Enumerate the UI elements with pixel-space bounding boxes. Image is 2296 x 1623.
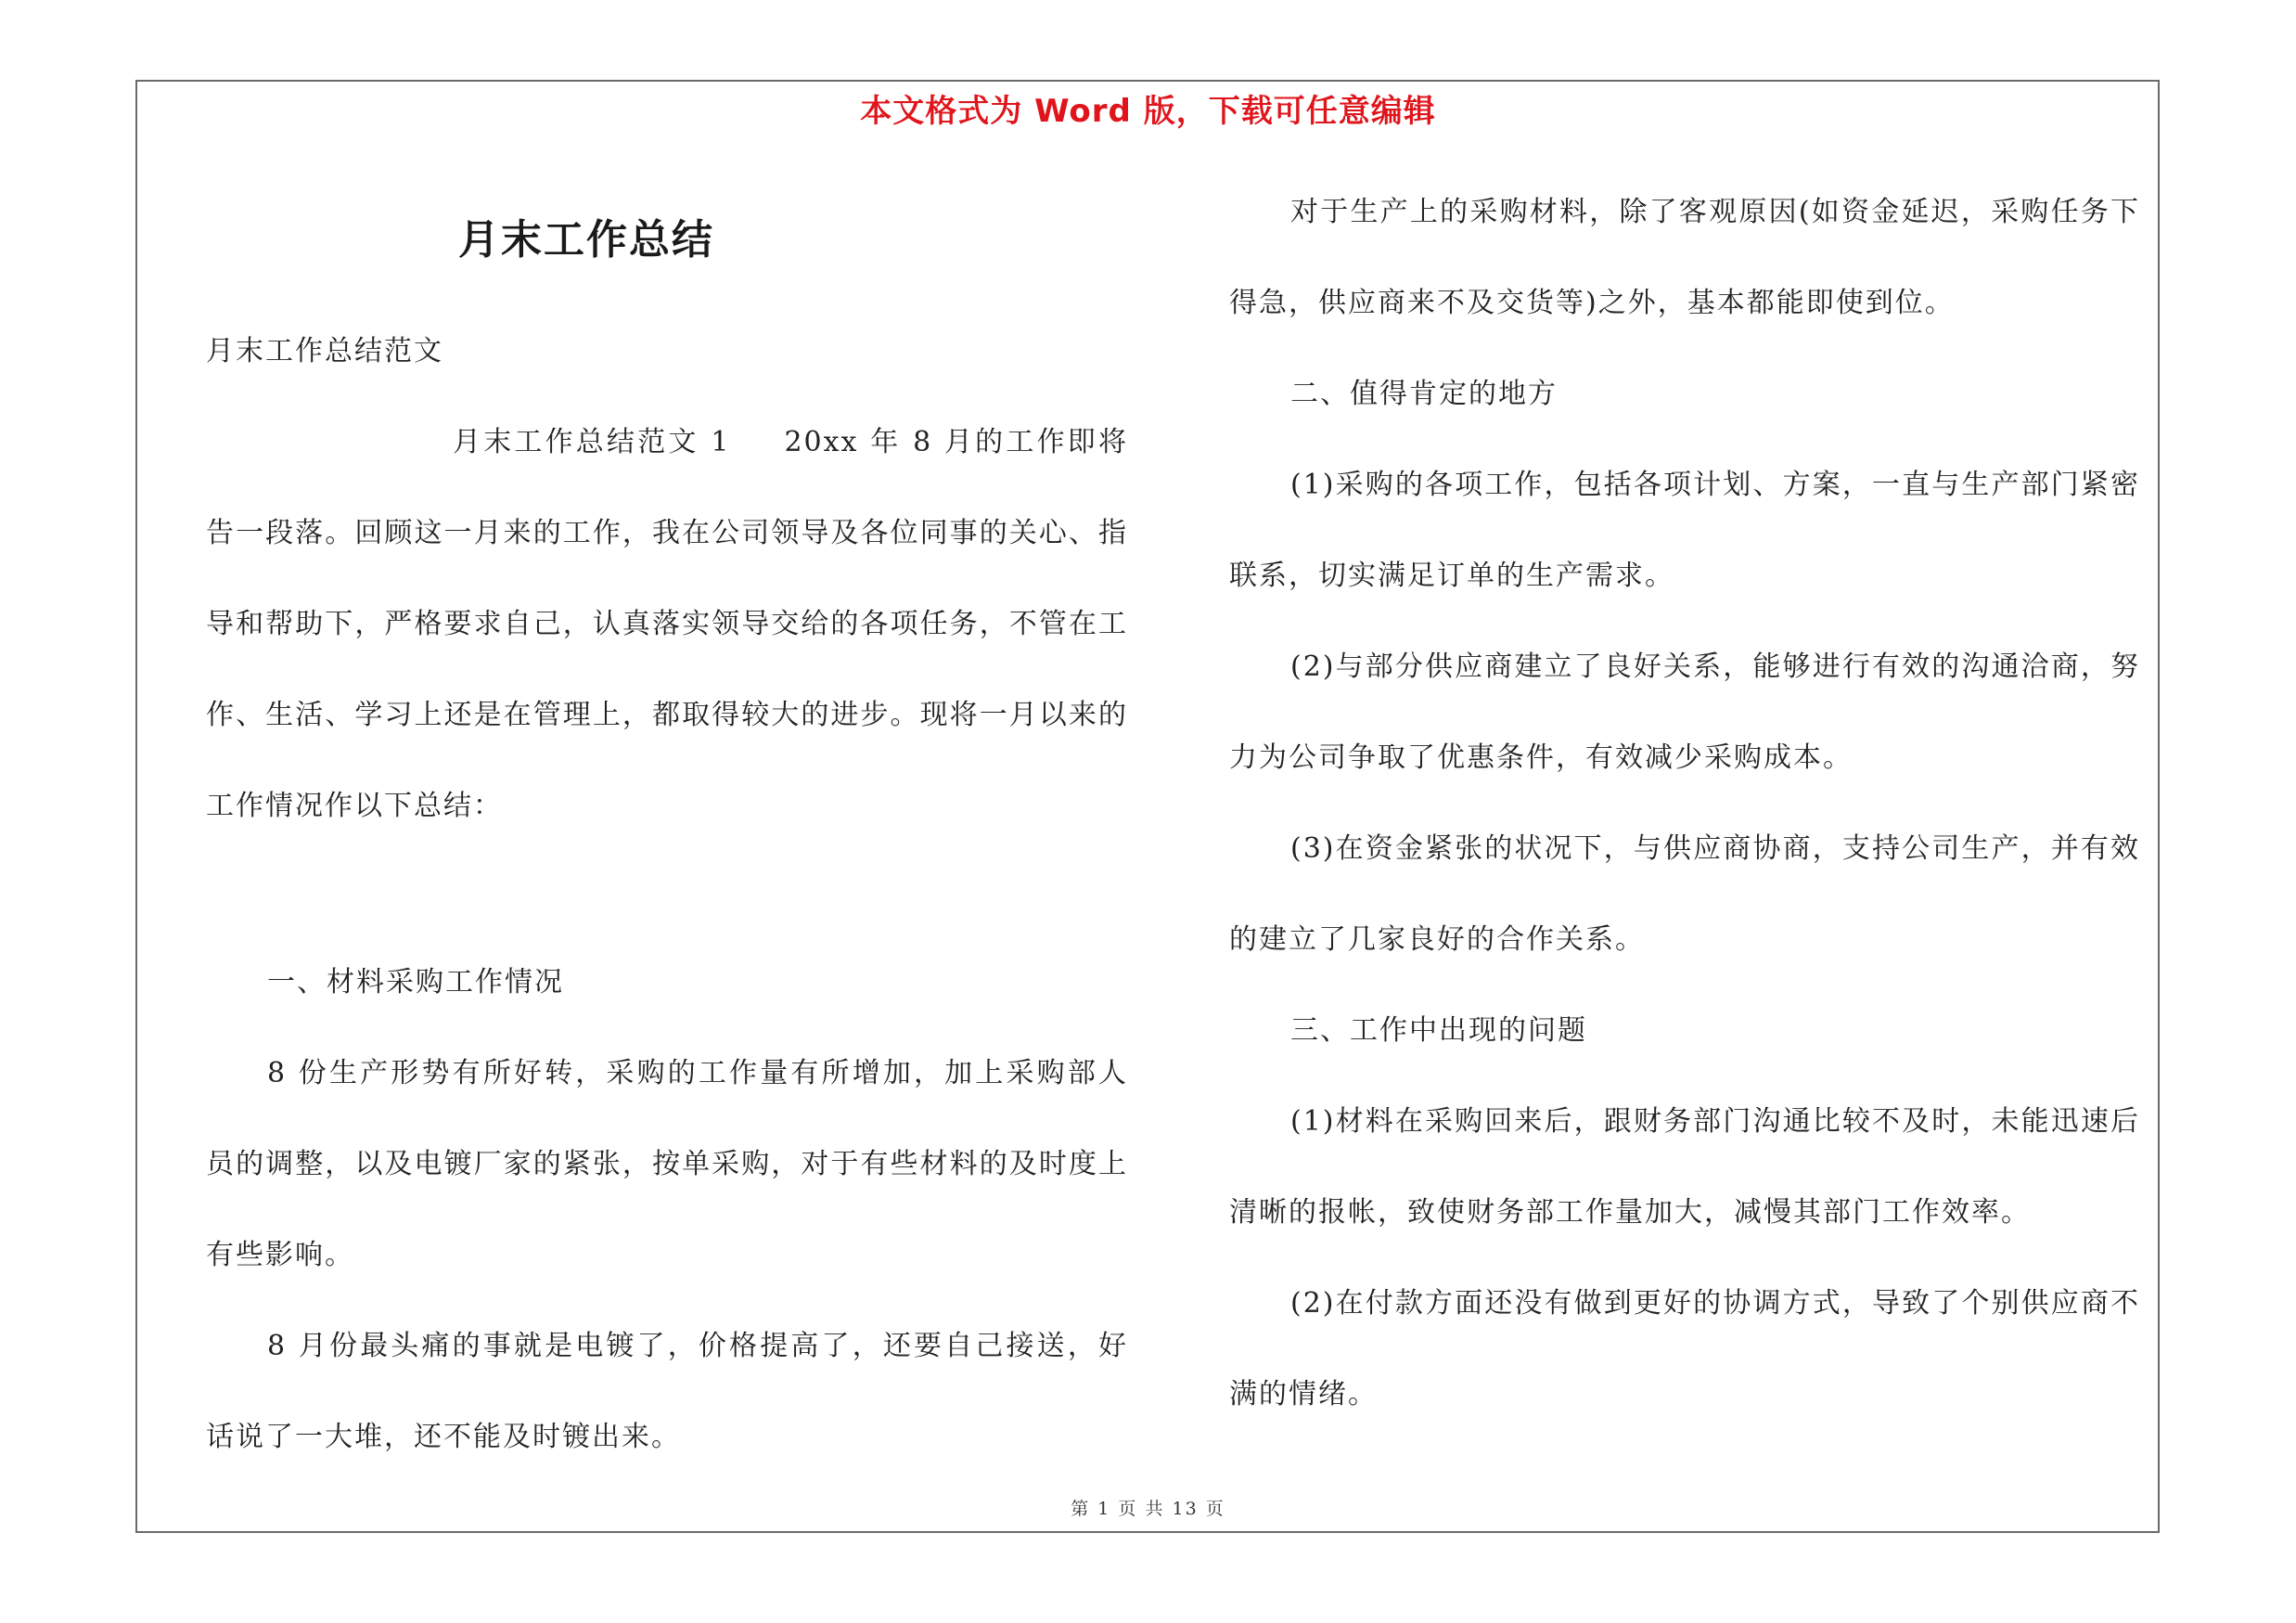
section3-item-2: (2)在付款方面还没有做到更好的协调方式，导致了个别供应商不满的情绪。	[1229, 1287, 2140, 1410]
subtitle: 月末工作总结范文	[206, 335, 443, 367]
section2-item-1: (1)采购的各项工作，包括各项计划、方案，一直与生产部门紧密联系，切实满足订单的生产需求。	[1229, 469, 2140, 592]
section2-item-2: (2)与部分供应商建立了良好关系，能够进行有效的沟通洽商，努力为公司争取了优惠条件，有效减少采购成本。	[1229, 650, 2140, 774]
intro-text: 20xx 年 8 月的工作即将告一段落。回顾这一月来的工作，我在公司领导及各位同事的关心、指导和帮助下，严格要求自己，认真落实领导交给的各项任务，不管在工作、生活、学习上还是在管理上，都取得较大的进步。现将一月以来的工作情况作以下总结：	[206, 426, 1128, 822]
section2-heading: 二、值得肯定的地方	[1290, 378, 1558, 410]
section1-paragraph-2: 8 月份最头痛的事就是电镀了，价格提高了，还要自己接送，好话说了一大堆，还不能及时镀出来。	[206, 1330, 1128, 1453]
format-banner: 本文格式为 Word 版，下载可任意编辑	[860, 93, 1436, 130]
section1-heading: 一、材料采购工作情况	[267, 966, 564, 998]
page-footer: 第 1 页 共 13 页	[1071, 1499, 1225, 1519]
document-title: 月末工作总结	[458, 216, 714, 264]
intro-paragraph	[206, 397, 1128, 852]
section2-item-3: (3)在资金紧张的状况下，与供应商协商，支持公司生产，并有效的建立了几家良好的合作关系。	[1229, 832, 2140, 956]
section3-heading: 三、工作中出现的问题	[1290, 1014, 1587, 1047]
continued-paragraph: 对于生产上的采购材料，除了客观原因(如资金延迟，采购任务下得急，供应商来不及交货等)之外，基本都能即使到位。	[1229, 196, 2140, 319]
section3-item-1: (1)材料在采购回来后，跟财务部门沟通比较不及时，未能迅速后清晰的报帐，致使财务部工作量加大，减慢其部门工作效率。	[1229, 1105, 2140, 1229]
section1-paragraph-1: 8 份生产形势有所好转，采购的工作量有所增加，加上采购部人员的调整，以及电镀厂家的紧张，按单采购，对于有些材料的及时度上有些影响。	[206, 1057, 1128, 1271]
intro-label: 月末工作总结范文 1	[453, 426, 731, 458]
